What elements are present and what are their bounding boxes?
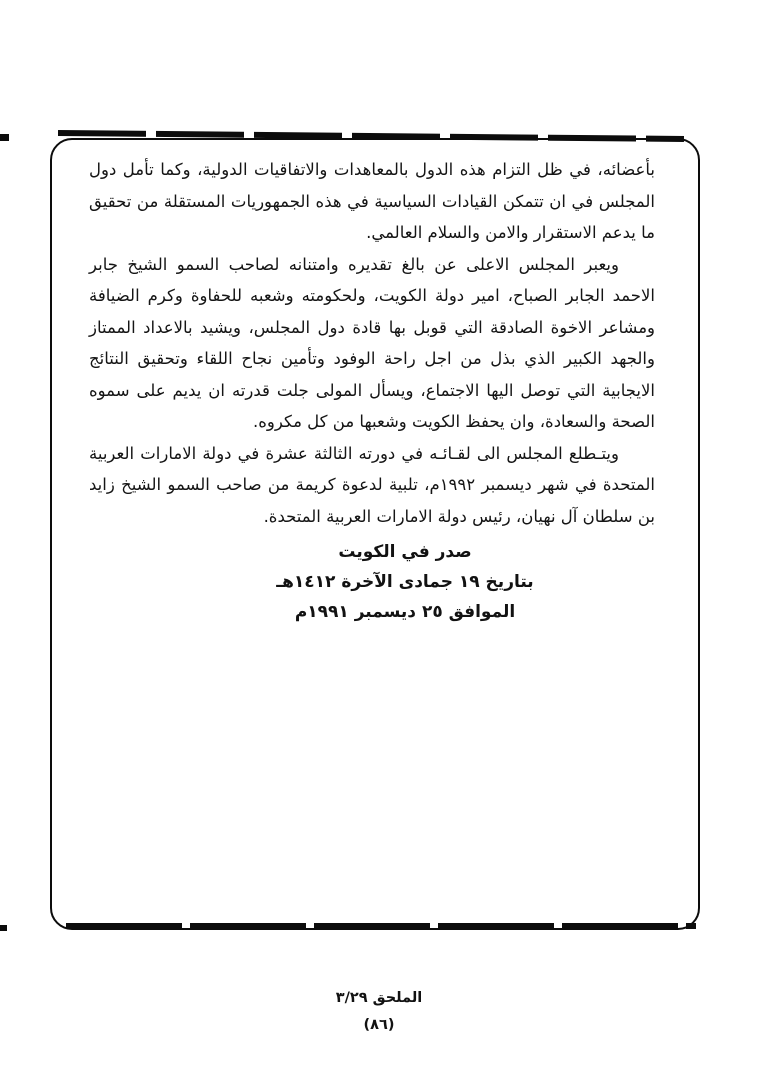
issuance-block	[150, 537, 660, 627]
scan-registration-mark-top	[0, 134, 9, 141]
body-line: بن سلطان آل نهيان، رئيس دولة الامارات العربية المتحدة.	[263, 506, 655, 526]
body-line: الايجابية التي توصل اليها الاجتماع، ويسأل المولى جلت قدرته ان يديم على سموه	[89, 380, 655, 400]
body-line: ومشاعر الاخوة الصادقة التي قوبل بها قادة دول المجلس، ويشيد بالاعداد الممتاز	[89, 317, 655, 337]
issued-place: صدر في الكويت	[338, 542, 472, 562]
body-line: المجلس في ان تتمكن القيادات السياسية في هذه الجمهوريات المستقلة من تحقيق	[89, 191, 655, 211]
body-line: بأعضائه، في ظل التزام هذه الدول بالمعاهدات والاتفاقيات الدولية، وكما تأمل دول	[89, 160, 655, 179]
body-line: ويتـطلع المجلس الى لقـائـه في دورته الثالثة عشرة في دولة الامارات العربية	[89, 443, 619, 463]
body-line: والجهد الكبير الذي بذل من اجل راحة الوفود وتأمين نجاح اللقاء وتحقيق النتائج	[89, 349, 655, 368]
issued-hijri-date: بتاريخ ١٩ جمادى الآخرة ١٤١٢هـ	[276, 572, 534, 592]
page-footer	[0, 985, 758, 1039]
page-number: (٨٦)	[363, 1017, 395, 1033]
scan-registration-mark-bottom	[0, 925, 7, 931]
body-line: المتحدة في شهر ديسمبر ١٩٩٢م، تلبية لدعوة كريمة من صاحب السمو الشيخ زايد	[89, 475, 656, 494]
appendix-reference: الملحق ٣/٢٩	[335, 990, 423, 1006]
issued-gregorian-date: الموافق ٢٥ ديسمبر ١٩٩١م	[294, 602, 516, 622]
body-line: الاحمد الجابر الصباح، امير دولة الكويت، ولحكومته وشعبه للحفاوة وكرم الضيافة	[89, 286, 655, 305]
body-line: الصحة والسعادة، وان يحفظ الكويت وشعبها من كل مكروه.	[253, 412, 655, 431]
body-line: ويعبر المجلس الاعلى عن بالغ تقديره وامتنانه لصاحب السمو الشيخ جابر	[89, 254, 619, 274]
body-line: ما يدعم الاستقرار والامن والسلام العالمي.	[366, 223, 655, 242]
document-body	[89, 154, 655, 532]
frame-bottom-rule	[66, 923, 696, 929]
